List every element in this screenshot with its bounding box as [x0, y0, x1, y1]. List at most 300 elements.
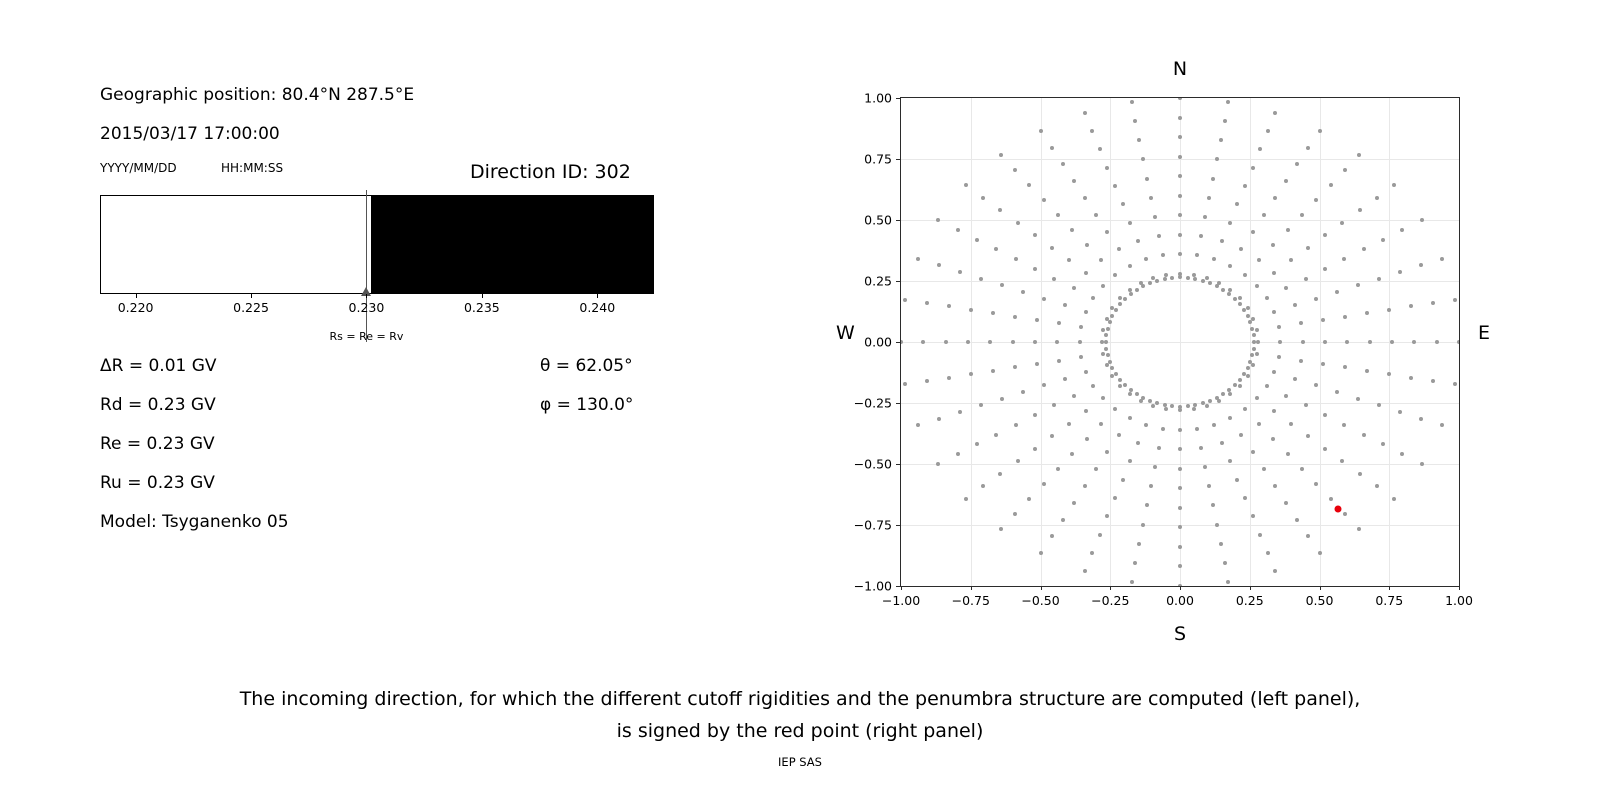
direction-point — [1178, 97, 1182, 100]
direction-point — [1440, 257, 1444, 261]
direction-point — [979, 403, 983, 407]
direction-point — [1084, 310, 1088, 314]
direction-point — [1178, 213, 1182, 217]
direction-point — [994, 247, 998, 251]
direction-point — [1377, 403, 1381, 407]
direction-point — [916, 423, 920, 427]
direction-point — [1070, 452, 1074, 456]
direction-point — [1340, 459, 1344, 463]
direction-point — [988, 340, 992, 344]
direction-point — [1243, 273, 1247, 277]
direction-point — [1257, 422, 1261, 426]
direction-point — [1013, 315, 1017, 319]
direction-point — [1271, 243, 1275, 247]
direction-point — [1178, 506, 1182, 510]
time-format-hint: HH:MM:SS — [221, 161, 284, 175]
direction-point — [1014, 257, 1018, 261]
y-tick — [896, 281, 900, 282]
y-tick-label: −0.75 — [853, 517, 892, 533]
direction-point — [1273, 569, 1277, 573]
direction-point — [994, 433, 998, 437]
direction-point — [1105, 514, 1109, 518]
direction-point — [1387, 308, 1391, 312]
direction-point — [1033, 340, 1037, 344]
direction-point — [1314, 198, 1318, 202]
direction-point — [1258, 147, 1262, 151]
direction-point — [1052, 277, 1056, 281]
direction-point — [1161, 427, 1165, 431]
direction-point — [1299, 321, 1303, 325]
direction-point — [1035, 318, 1039, 322]
direction-point — [1419, 263, 1423, 267]
direction-point — [1203, 215, 1207, 219]
direction-point — [1342, 423, 1346, 427]
direction-point — [1419, 417, 1423, 421]
direction-point — [1128, 416, 1132, 420]
direction-point — [936, 462, 940, 466]
direction-point — [1246, 366, 1250, 370]
direction-point — [1453, 298, 1457, 302]
direction-point — [1251, 514, 1255, 518]
direction-point — [1164, 407, 1168, 411]
direction-point — [1356, 397, 1360, 401]
direction-point — [1057, 359, 1061, 363]
x-tick — [1389, 586, 1390, 590]
direction-point — [1141, 396, 1145, 400]
direction-point — [1226, 580, 1230, 584]
y-tick-label: 0.25 — [864, 273, 892, 289]
direction-point — [1228, 264, 1232, 268]
y-tick — [896, 586, 900, 587]
direction-point — [979, 277, 983, 281]
direction-point — [1246, 374, 1250, 378]
direction-point — [1033, 267, 1037, 271]
caption-line-1: The incoming direction, for which the different cutoff rigidities and the penumbra structure are computed (left panel), — [239, 688, 1361, 710]
direction-point — [1321, 362, 1325, 366]
direction-point — [1277, 325, 1281, 329]
y-tick-label: −0.25 — [853, 395, 892, 411]
direction-point — [1094, 213, 1098, 217]
direction-point — [1027, 183, 1031, 187]
y-tick-label: 1.00 — [864, 90, 892, 106]
direction-point — [1016, 221, 1020, 225]
direction-point — [969, 308, 973, 312]
datetime-label: 2015/03/17 17:00:00 — [100, 124, 280, 144]
gridline-horizontal — [901, 342, 1459, 343]
direction-point — [1108, 320, 1112, 324]
direction-point — [1256, 340, 1260, 344]
direction-point — [1148, 281, 1152, 285]
penumbra-tick — [251, 294, 252, 298]
direction-point — [1192, 407, 1196, 411]
x-tick — [1250, 586, 1251, 590]
direction-point — [937, 417, 941, 421]
direction-point — [1243, 496, 1247, 500]
direction-point — [1123, 383, 1127, 387]
direction-point — [1105, 166, 1109, 170]
direction-point — [1215, 396, 1219, 400]
direction-point — [1178, 428, 1182, 432]
direction-point — [1251, 363, 1255, 367]
direction-scatter-plot — [900, 97, 1460, 587]
direction-point — [1323, 413, 1327, 417]
direction-point — [1273, 111, 1277, 115]
direction-point — [1033, 233, 1037, 237]
direction-point — [958, 410, 962, 414]
direction-point — [1201, 279, 1205, 283]
direction-point — [1221, 392, 1225, 396]
x-tick-label: 0.00 — [1166, 593, 1194, 608]
direction-point — [1266, 551, 1270, 555]
direction-point — [1219, 542, 1223, 546]
direction-point — [1016, 459, 1020, 463]
direction-point — [1011, 340, 1015, 344]
direction-point — [1178, 486, 1182, 490]
direction-point — [1215, 523, 1219, 527]
compass-north-label: N — [1172, 58, 1188, 80]
direction-point — [916, 257, 920, 261]
direction-point — [1101, 352, 1105, 356]
direction-point — [1083, 196, 1087, 200]
direction-point — [1323, 340, 1327, 344]
direction-point — [903, 382, 907, 386]
direction-point — [1321, 318, 1325, 322]
direction-point — [1130, 580, 1134, 584]
direction-point — [1377, 277, 1381, 281]
direction-point — [1085, 437, 1089, 441]
gridline-horizontal — [901, 464, 1459, 465]
direction-point — [1021, 390, 1025, 394]
direction-point — [1099, 422, 1103, 426]
direction-point — [1409, 304, 1413, 308]
direction-point — [1251, 230, 1255, 234]
direction-point — [1235, 478, 1239, 482]
direction-point — [1110, 314, 1114, 318]
direction-point — [1133, 561, 1137, 565]
direction-point — [999, 527, 1003, 531]
direction-point — [1014, 423, 1018, 427]
direction-point — [1067, 422, 1071, 426]
direction-point — [998, 208, 1002, 212]
y-tick — [896, 220, 900, 221]
direction-point — [1272, 310, 1276, 314]
direction-point — [1257, 258, 1261, 262]
direction-point — [1215, 284, 1219, 288]
direction-point — [1252, 347, 1256, 351]
x-tick-label: −0.75 — [951, 593, 990, 608]
direction-point — [1255, 328, 1259, 332]
direction-point — [900, 340, 903, 344]
direction-point — [1090, 551, 1094, 555]
direction-point — [1144, 257, 1148, 261]
direction-point — [1072, 394, 1076, 398]
penumbra-tick-label: 0.240 — [579, 300, 616, 315]
direction-point — [966, 340, 970, 344]
x-tick — [1110, 586, 1111, 590]
direction-point — [1000, 283, 1004, 287]
direction-point — [1208, 399, 1212, 403]
x-tick-label: 0.25 — [1235, 593, 1264, 608]
direction-point — [1435, 340, 1439, 344]
y-tick-label: −0.50 — [853, 456, 892, 472]
direction-point — [1130, 100, 1134, 104]
direction-point — [1365, 369, 1369, 373]
direction-point — [998, 472, 1002, 476]
penumbra-x-axis — [100, 294, 656, 354]
direction-point — [1431, 379, 1435, 383]
direction-point — [1228, 221, 1232, 225]
x-tick — [1459, 586, 1460, 590]
x-tick — [901, 586, 902, 590]
direction-point — [1381, 238, 1385, 242]
direction-point — [981, 484, 985, 488]
direction-point — [1067, 258, 1071, 262]
direction-point — [1457, 340, 1460, 344]
direction-point — [1178, 467, 1182, 471]
penumbra-band-allowed — [101, 196, 371, 293]
direction-point — [1300, 213, 1304, 217]
direction-point — [1381, 442, 1385, 446]
penumbra-tick-label: 0.220 — [117, 300, 154, 315]
direction-point — [1201, 401, 1205, 405]
direction-point — [1323, 267, 1327, 271]
direction-point — [1398, 410, 1402, 414]
direction-point — [1252, 340, 1256, 344]
y-tick-label: 0.00 — [864, 334, 892, 350]
direction-point — [1136, 441, 1140, 445]
direction-point — [903, 298, 907, 302]
direction-point — [1343, 168, 1347, 172]
direction-point — [1212, 257, 1216, 261]
direction-point — [1056, 213, 1060, 217]
direction-point — [1335, 290, 1339, 294]
direction-point — [1148, 399, 1152, 403]
direction-point — [1242, 372, 1246, 376]
direction-point — [1178, 545, 1182, 549]
direction-point — [1226, 100, 1230, 104]
y-tick-label: 0.75 — [864, 151, 892, 167]
direction-point — [1220, 239, 1224, 243]
direction-point — [1375, 484, 1379, 488]
direction-point — [1286, 228, 1290, 232]
direction-point — [958, 270, 962, 274]
direction-point — [1118, 296, 1122, 300]
direction-point — [1284, 394, 1288, 398]
direction-point — [1035, 362, 1039, 366]
direction-point — [1304, 277, 1308, 281]
direction-point — [947, 304, 951, 308]
y-tick — [896, 98, 900, 99]
direction-point — [1318, 551, 1322, 555]
direction-point — [1392, 183, 1396, 187]
direction-point — [964, 183, 968, 187]
compass-east-label: E — [1478, 322, 1491, 344]
direction-point — [1293, 303, 1297, 307]
gridline-horizontal — [901, 159, 1459, 160]
direction-point — [1356, 283, 1360, 287]
direction-point — [1178, 155, 1182, 159]
x-tick-label: 0.75 — [1375, 593, 1404, 608]
direction-point — [1042, 482, 1046, 486]
direction-point — [1128, 264, 1132, 268]
direction-point — [956, 228, 960, 232]
direction-point — [1251, 166, 1255, 170]
direction-point — [1057, 321, 1061, 325]
direction-point — [1323, 233, 1327, 237]
direction-point — [1295, 518, 1299, 522]
direction-point — [1252, 333, 1256, 337]
direction-point — [1199, 234, 1203, 238]
direction-point — [1118, 378, 1122, 382]
direction-point — [1387, 372, 1391, 376]
direction-point — [1314, 297, 1318, 301]
direction-point — [1149, 484, 1153, 488]
gridline-horizontal — [901, 220, 1459, 221]
direction-point — [1239, 433, 1243, 437]
direction-point — [1186, 404, 1190, 408]
param-ru: Ru = 0.23 GV — [100, 473, 215, 493]
direction-point — [1104, 340, 1108, 344]
direction-point — [1078, 340, 1082, 344]
direction-point — [1104, 347, 1108, 351]
direction-point — [1227, 292, 1231, 296]
direction-point — [1027, 497, 1031, 501]
direction-point — [1205, 276, 1209, 280]
direction-point — [1342, 257, 1346, 261]
penumbra-tick — [597, 294, 598, 298]
direction-point — [1221, 288, 1225, 292]
direction-point — [1013, 168, 1017, 172]
direction-point — [1178, 447, 1182, 451]
direction-point — [1178, 233, 1182, 237]
direction-point — [1272, 271, 1276, 275]
direction-point — [1208, 281, 1212, 285]
direction-point — [1227, 388, 1231, 392]
direction-point — [1304, 403, 1308, 407]
direction-point — [1144, 423, 1148, 427]
direction-point — [1262, 213, 1266, 217]
direction-point — [1211, 503, 1215, 507]
direction-point — [1195, 253, 1199, 257]
direction-point — [921, 340, 925, 344]
direction-point — [1101, 284, 1105, 288]
direction-point — [1223, 561, 1227, 565]
param-rd: Rd = 0.23 GV — [100, 395, 216, 415]
direction-point — [1050, 246, 1054, 250]
param-delta-r: ΔR = 0.01 GV — [100, 356, 217, 376]
penumbra-tick-label: 0.235 — [463, 300, 500, 315]
direction-point — [1207, 196, 1211, 200]
direction-point — [1133, 119, 1137, 123]
param-theta: θ = 62.05° — [540, 356, 633, 376]
direction-point — [1412, 340, 1416, 344]
direction-point — [1178, 564, 1182, 568]
direction-point — [1136, 239, 1140, 243]
direction-point — [1306, 534, 1310, 538]
y-tick — [896, 159, 900, 160]
direction-point — [1306, 246, 1310, 250]
direction-point — [1110, 366, 1114, 370]
x-tick-label: 1.00 — [1445, 593, 1473, 608]
direction-point — [1178, 525, 1182, 529]
footer-credit: IEP SAS — [778, 755, 822, 769]
direction-point — [1063, 303, 1067, 307]
direction-point — [1163, 277, 1167, 281]
direction-point — [1083, 569, 1087, 573]
direction-point — [1013, 512, 1017, 516]
direction-point — [1293, 377, 1297, 381]
direction-point — [1390, 340, 1394, 344]
selected-direction-point — [1334, 506, 1341, 513]
direction-point — [1242, 308, 1246, 312]
y-tick — [896, 403, 900, 404]
direction-point — [1039, 551, 1043, 555]
direction-point — [1255, 284, 1259, 288]
direction-point — [1128, 221, 1132, 225]
direction-point — [1243, 184, 1247, 188]
direction-point — [1431, 301, 1435, 305]
direction-point — [1273, 196, 1277, 200]
direction-point — [1235, 202, 1239, 206]
direction-point — [1153, 465, 1157, 469]
direction-point — [1368, 340, 1372, 344]
direction-point — [1284, 501, 1288, 505]
direction-point — [1123, 297, 1127, 301]
direction-point — [1271, 437, 1275, 441]
direction-point — [1238, 384, 1242, 388]
direction-point — [1205, 404, 1209, 408]
penumbra-band-forbidden — [371, 196, 654, 293]
direction-point — [1193, 277, 1197, 281]
direction-point — [1128, 392, 1132, 396]
direction-point — [1084, 409, 1088, 413]
y-tick-label: −1.00 — [853, 578, 892, 594]
direction-point — [1246, 314, 1250, 318]
direction-id-label: Direction ID: 302 — [470, 161, 631, 183]
penumbra-bands — [100, 195, 654, 294]
direction-point — [1105, 230, 1109, 234]
direction-point — [1072, 179, 1076, 183]
direction-point — [1094, 467, 1098, 471]
direction-point — [1343, 512, 1347, 516]
param-phi: φ = 130.0° — [540, 395, 634, 415]
direction-point — [1137, 138, 1141, 142]
direction-point — [1186, 276, 1190, 280]
direction-point — [1145, 177, 1149, 181]
direction-point — [925, 301, 929, 305]
direction-point — [1420, 218, 1424, 222]
direction-point — [925, 379, 929, 383]
penumbra-tick — [482, 294, 483, 298]
direction-point — [1137, 542, 1141, 546]
direction-point — [1178, 135, 1182, 139]
direction-point — [1420, 462, 1424, 466]
direction-point — [1289, 422, 1293, 426]
y-tick — [896, 525, 900, 526]
x-tick — [971, 586, 972, 590]
direction-point — [1314, 383, 1318, 387]
direction-point — [1083, 484, 1087, 488]
direction-point — [1129, 292, 1133, 296]
direction-point — [1323, 447, 1327, 451]
figure-caption — [0, 683, 1600, 747]
direction-point — [1358, 472, 1362, 476]
direction-point — [1343, 315, 1347, 319]
direction-point — [975, 442, 979, 446]
caption-line-2: is signed by the red point (right panel) — [616, 720, 984, 742]
direction-point — [1277, 355, 1281, 359]
gridline-horizontal — [901, 281, 1459, 282]
